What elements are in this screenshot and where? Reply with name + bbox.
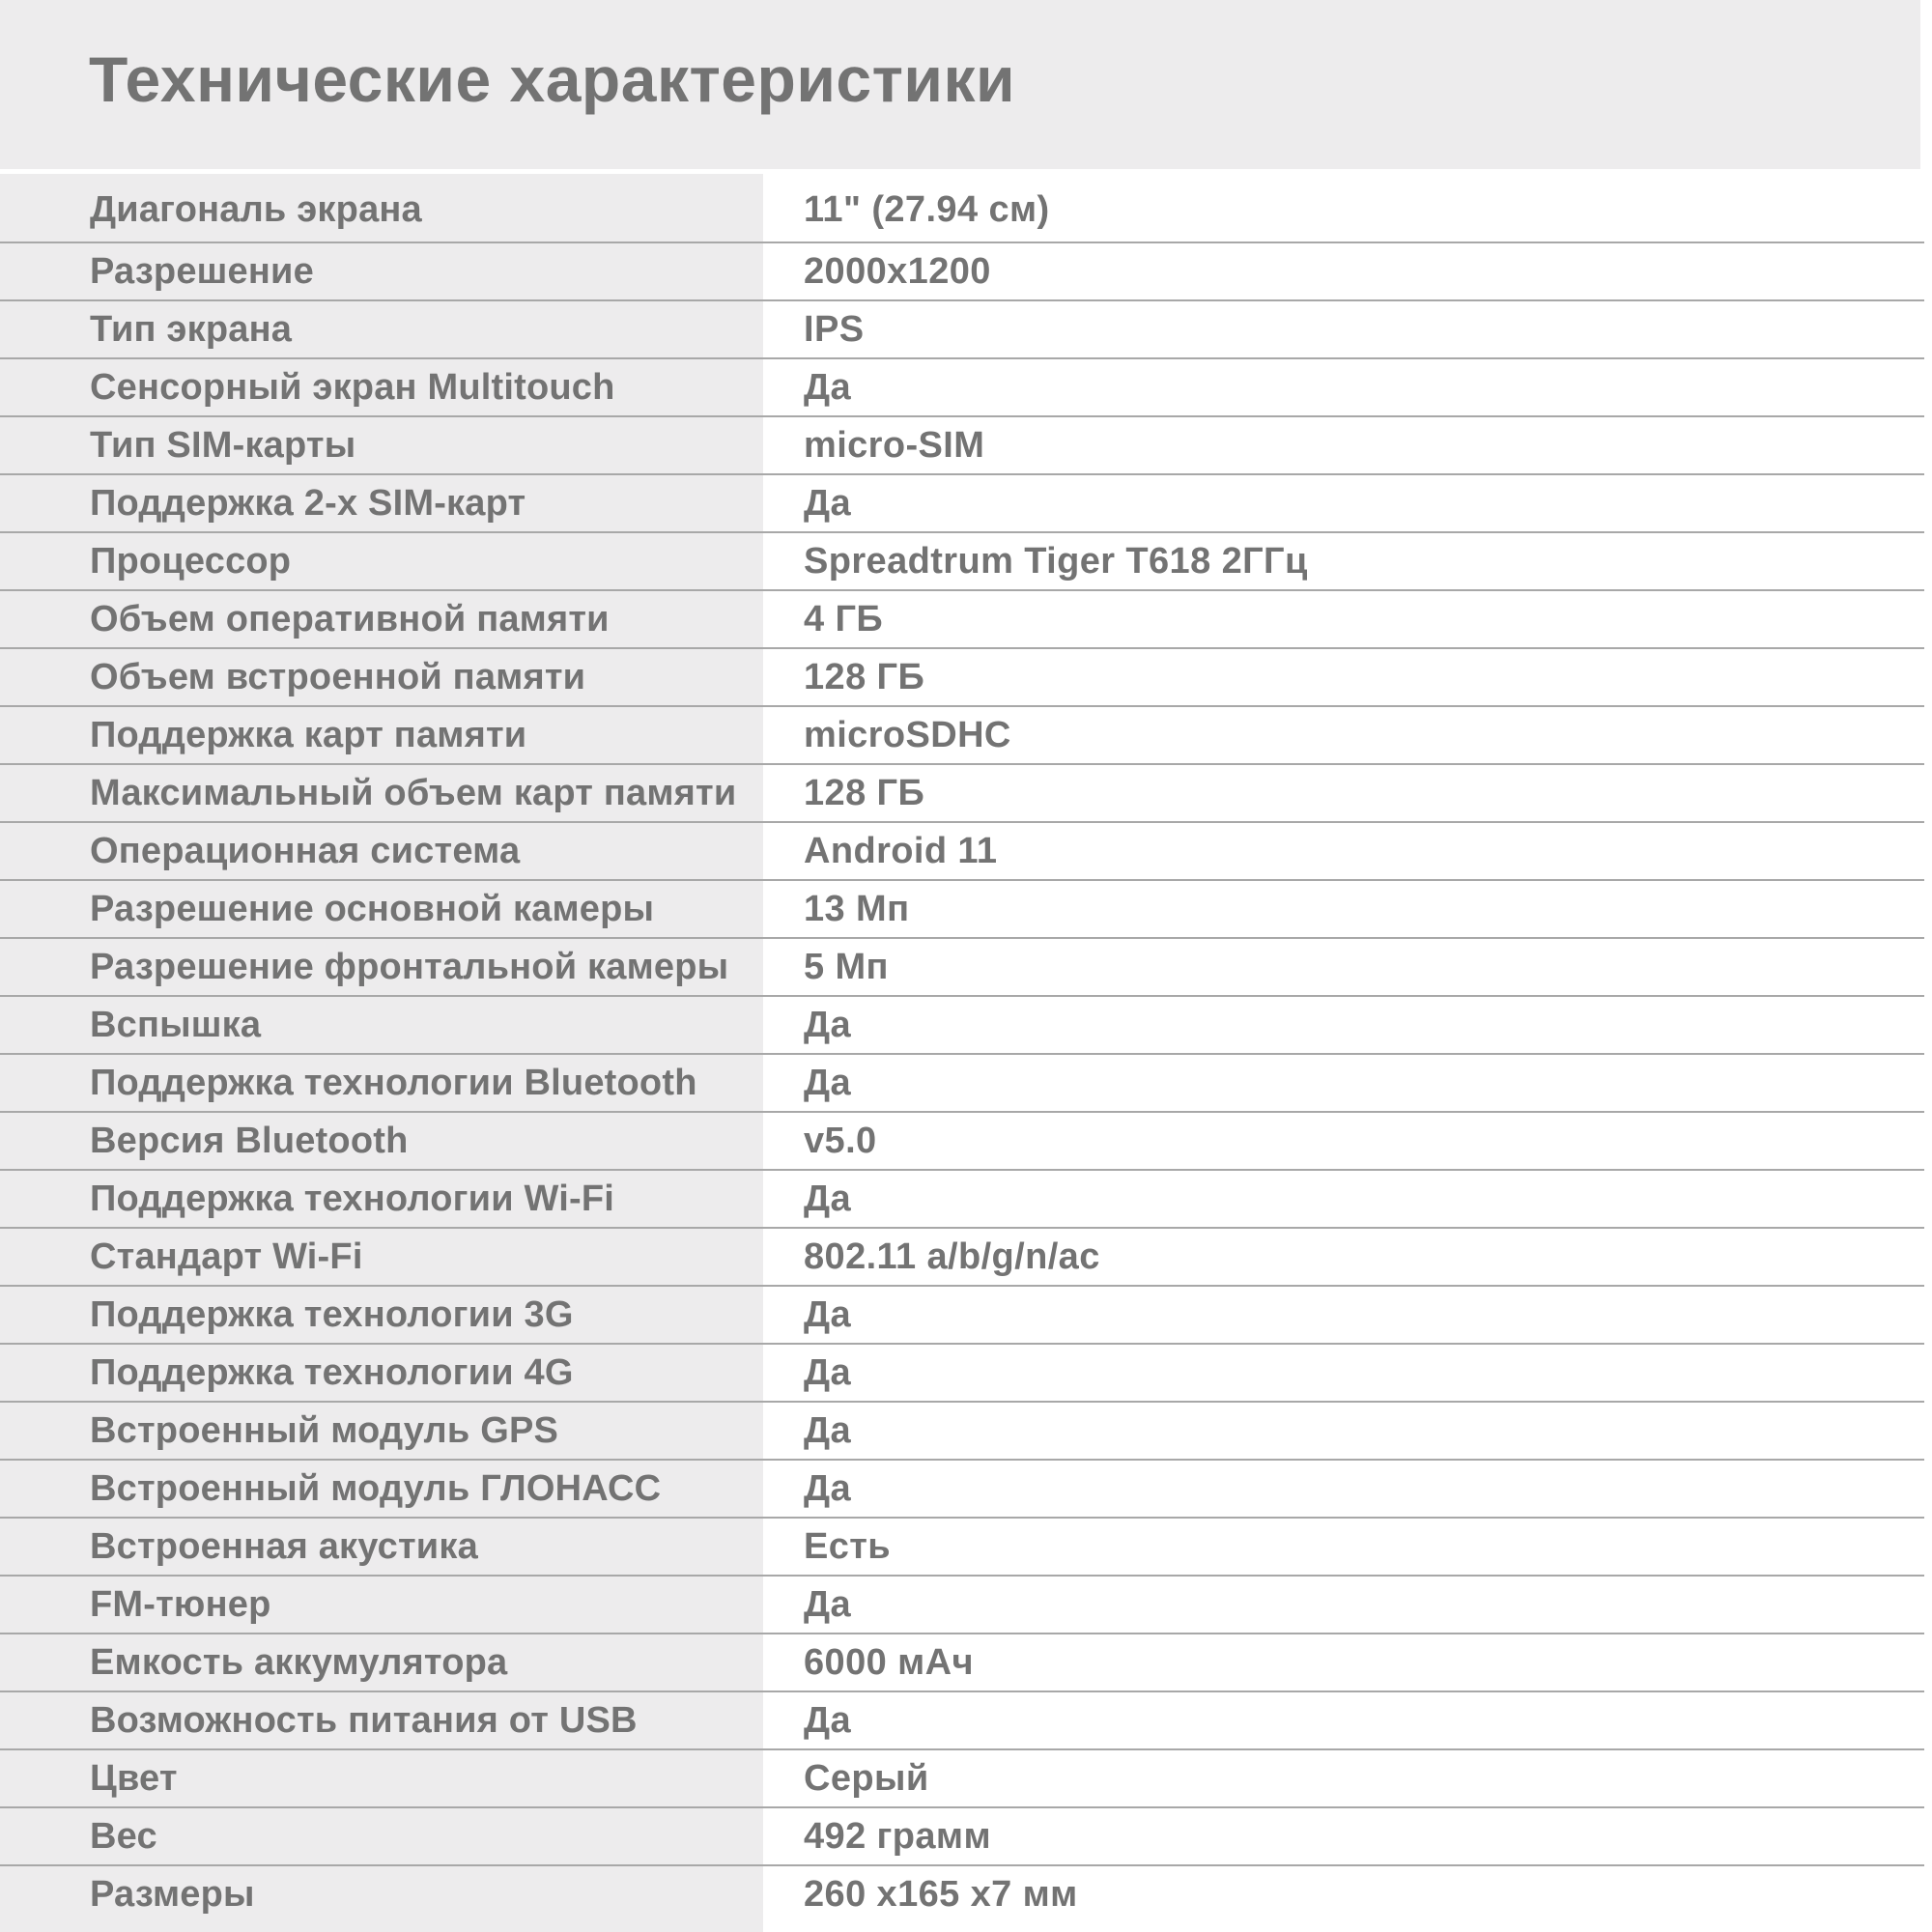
spec-label: Встроенная акустика: [90, 1526, 478, 1567]
spec-value: Да: [804, 1700, 852, 1741]
spec-value: v5.0: [804, 1121, 877, 1161]
spec-row: [0, 707, 1924, 765]
spec-value: Да: [804, 367, 852, 408]
spec-value: 4 ГБ: [804, 599, 884, 639]
spec-row: [0, 591, 1924, 649]
spec-value: 13 Мп: [804, 889, 910, 929]
spec-label: Тип SIM-карты: [90, 425, 356, 466]
spec-value: 11" (27.94 см): [804, 189, 1050, 230]
spec-label: Разрешение: [90, 251, 314, 292]
spec-row: [0, 1113, 1924, 1171]
spec-label: Вспышка: [90, 1005, 262, 1045]
spec-label: Объем встроенной памяти: [90, 657, 586, 697]
spec-label: Возможность питания от USB: [90, 1700, 638, 1741]
spec-label: Вес: [90, 1816, 157, 1857]
spec-value: Да: [804, 1294, 852, 1335]
spec-value: Android 11: [804, 831, 998, 871]
spec-row: [0, 174, 1924, 243]
spec-label: Разрешение фронтальной камеры: [90, 947, 729, 987]
spec-value: 2000x1200: [804, 251, 991, 292]
spec-row: [0, 1808, 1924, 1866]
spec-value: Да: [804, 1005, 852, 1045]
spec-value: Серый: [804, 1758, 929, 1799]
header: [0, 0, 1920, 169]
spec-label: Процессор: [90, 541, 292, 582]
page-title: Технические характеристики: [89, 43, 1016, 115]
spec-row: [0, 881, 1924, 939]
spec-row: [0, 1229, 1924, 1287]
spec-label: Встроенный модуль ГЛОНАСС: [90, 1468, 662, 1509]
spec-label: FM-тюнер: [90, 1584, 271, 1625]
spec-row: [0, 533, 1924, 591]
spec-row: [0, 243, 1924, 301]
spec-value: 128 ГБ: [804, 773, 925, 813]
spec-value: 260 x165 x7 мм: [804, 1874, 1078, 1915]
spec-label: Операционная система: [90, 831, 521, 871]
spec-label: Объем оперативной памяти: [90, 599, 610, 639]
spec-row: [0, 1287, 1924, 1345]
spec-row: [0, 823, 1924, 881]
spec-label: Поддержка технологии 3G: [90, 1294, 574, 1335]
spec-value: Есть: [804, 1526, 892, 1567]
spec-label: Диагональ экрана: [90, 189, 422, 230]
spec-row: [0, 301, 1924, 359]
specs-table: [0, 174, 1924, 1922]
spec-label: Емкость аккумулятора: [90, 1642, 508, 1683]
spec-value: Да: [804, 1584, 852, 1625]
spec-value: 6000 мАч: [804, 1642, 974, 1683]
spec-label: Версия Bluetooth: [90, 1121, 409, 1161]
spec-row: [0, 649, 1924, 707]
spec-row: [0, 475, 1924, 533]
spec-label: Поддержка 2-х SIM-карт: [90, 483, 526, 524]
spec-label: Встроенный модуль GPS: [90, 1410, 559, 1451]
spec-row: [0, 1634, 1924, 1692]
spec-row: [0, 1171, 1924, 1229]
spec-row: [0, 765, 1924, 823]
spec-label: Поддержка технологии Bluetooth: [90, 1063, 697, 1103]
spec-value: micro-SIM: [804, 425, 985, 466]
spec-row: [0, 1750, 1924, 1808]
spec-label: Поддержка карт памяти: [90, 715, 527, 755]
spec-value: 802.11 a/b/g/n/ac: [804, 1236, 1100, 1277]
spec-label: Максимальный объем карт памяти: [90, 773, 737, 813]
spec-value: Да: [804, 1468, 852, 1509]
spec-value: Да: [804, 483, 852, 524]
spec-value: 5 Мп: [804, 947, 889, 987]
spec-label: Разрешение основной камеры: [90, 889, 655, 929]
spec-row: [0, 417, 1924, 475]
spec-value: Да: [804, 1179, 852, 1219]
spec-label: Сенсорный экран Multitouch: [90, 367, 615, 408]
spec-row: [0, 997, 1924, 1055]
spec-row: [0, 1055, 1924, 1113]
spec-label: Поддержка технологии 4G: [90, 1352, 574, 1393]
spec-value: Да: [804, 1063, 852, 1103]
spec-value: 492 грамм: [804, 1816, 991, 1857]
spec-value: Spreadtrum Tiger T618 2ГГц: [804, 541, 1308, 582]
spec-value: Да: [804, 1352, 852, 1393]
spec-value: Да: [804, 1410, 852, 1451]
spec-row: [0, 1461, 1924, 1519]
spec-value: IPS: [804, 309, 865, 350]
spec-row: [0, 939, 1924, 997]
spec-row: [0, 1866, 1924, 1922]
spec-label: Тип экрана: [90, 309, 293, 350]
spec-value: microSDHC: [804, 715, 1011, 755]
spec-row: [0, 1345, 1924, 1403]
spec-label: Поддержка технологии Wi-Fi: [90, 1179, 615, 1219]
spec-row: [0, 359, 1924, 417]
spec-row: [0, 1519, 1924, 1577]
spec-label: Размеры: [90, 1874, 255, 1915]
spec-row: [0, 1577, 1924, 1634]
spec-label: Цвет: [90, 1758, 178, 1799]
spec-row: [0, 1692, 1924, 1750]
spec-row: [0, 1403, 1924, 1461]
spec-label: Стандарт Wi-Fi: [90, 1236, 363, 1277]
spec-value: 128 ГБ: [804, 657, 925, 697]
